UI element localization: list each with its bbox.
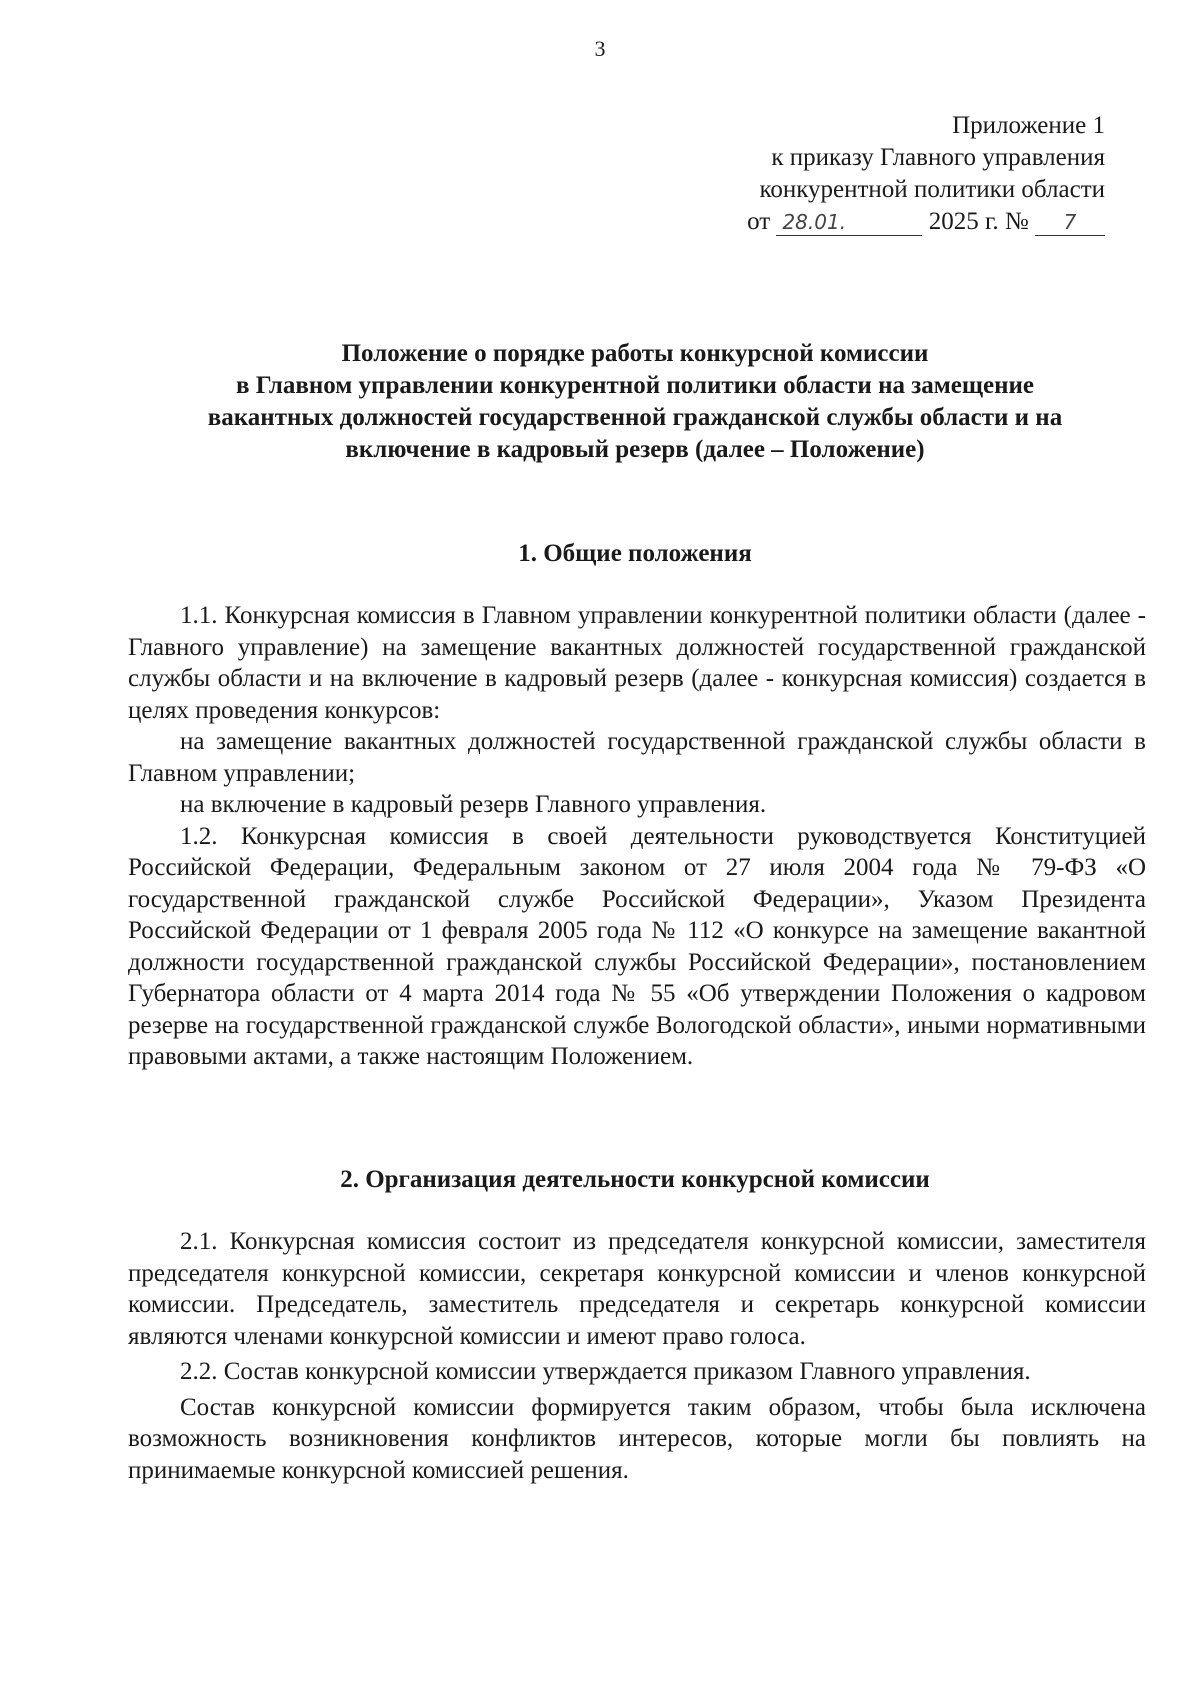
appendix-line-3: конкурентной политики области	[759, 176, 1105, 203]
page-number: 3	[594, 36, 606, 61]
appendix-header	[747, 110, 1105, 238]
section-1-body	[128, 600, 1146, 1073]
title-line-1: Положение о порядке работы конкурсной комиссии	[341, 340, 929, 367]
paragraph-2-2-composition: Состав конкурсной комиссии формируется таким образом, чтобы была исключена возможность возникновения конфликтов интересов, которые могли бы повлиять на принимаемые конкурсной комиссией решения.	[128, 1393, 1146, 1484]
section-1-heading: 1. Общие положения	[518, 540, 752, 567]
handwritten-number: 7	[1035, 209, 1105, 236]
title-line-2: в Главном управлении конкурентной политики области на замещение	[235, 372, 1035, 399]
paragraph-2-1: 2.1. Конкурсная комиссия состоит из председателя конкурсной комиссии, заместителя председателя конкурсной комиссии, секретаря конкурсной комиссии и членов конкурсной комиссии. Председатель, заместитель председателя и секретарь конкурсной комиссии являются членами конкурсной комиссии и имеют право голоса.	[128, 1228, 1146, 1350]
section-2-heading: 2. Организация деятельности конкурсной комиссии	[340, 1166, 930, 1193]
paragraph-2-2: 2.2. Состав конкурсной комиссии утверждается приказом Главного управления.	[180, 1358, 1031, 1385]
paragraph-1-2: 1.2. Конкурсная комиссия в своей деятельности руководствуется Конституцией Российской Федерации, Федеральным законом от 27 июля 2004 года № 79-ФЗ «О государственной гражданской службе Российской Федерации», Указом Президента Российской Федерации от 1 февраля 2005 года № 112 «О конкурсе на замещение вакантной должности государственной гражданской службы Российской Федерации», постановлением Губернатора области от 4 марта 2014 года № 55 «Об утверждении Положения о кадровом резерве на государственной гражданской службе Вологодской области», иными нормативными правовыми актами, а также настоящим Положением.	[128, 822, 1146, 1070]
handwritten-date: 28.01.	[776, 209, 922, 236]
date-prefix: от	[747, 208, 771, 235]
appendix-line-1: Приложение 1	[952, 112, 1105, 139]
appendix-date-line	[747, 206, 1105, 238]
title-line-3: вакантных должностей государственной гражданской службы области и на	[207, 404, 1063, 431]
section-2-body	[128, 1226, 1146, 1486]
paragraph-1-1-item-2: на включение в кадровый резерв Главного управления.	[180, 791, 767, 818]
paragraph-1-1: 1.1. Конкурсная комиссия в Главном управлении конкурентной политики области (далее - Главного управление) на замещение вакантных должностей государственной гражданской службы области и на включение в кадровый резерв (далее - конкурсная комиссия) создается в целях проведения конкурсов:	[128, 602, 1146, 724]
year-text: 2025 г. №	[928, 208, 1029, 235]
document-title	[120, 338, 1150, 466]
appendix-line-2: к приказу Главного управления	[771, 144, 1105, 171]
title-line-4: включение в кадровый резерв (далее – Положение)	[345, 436, 925, 463]
paragraph-1-1-item-1: на замещение вакантных должностей государственной гражданской службы области в Главном управлении;	[128, 728, 1146, 787]
